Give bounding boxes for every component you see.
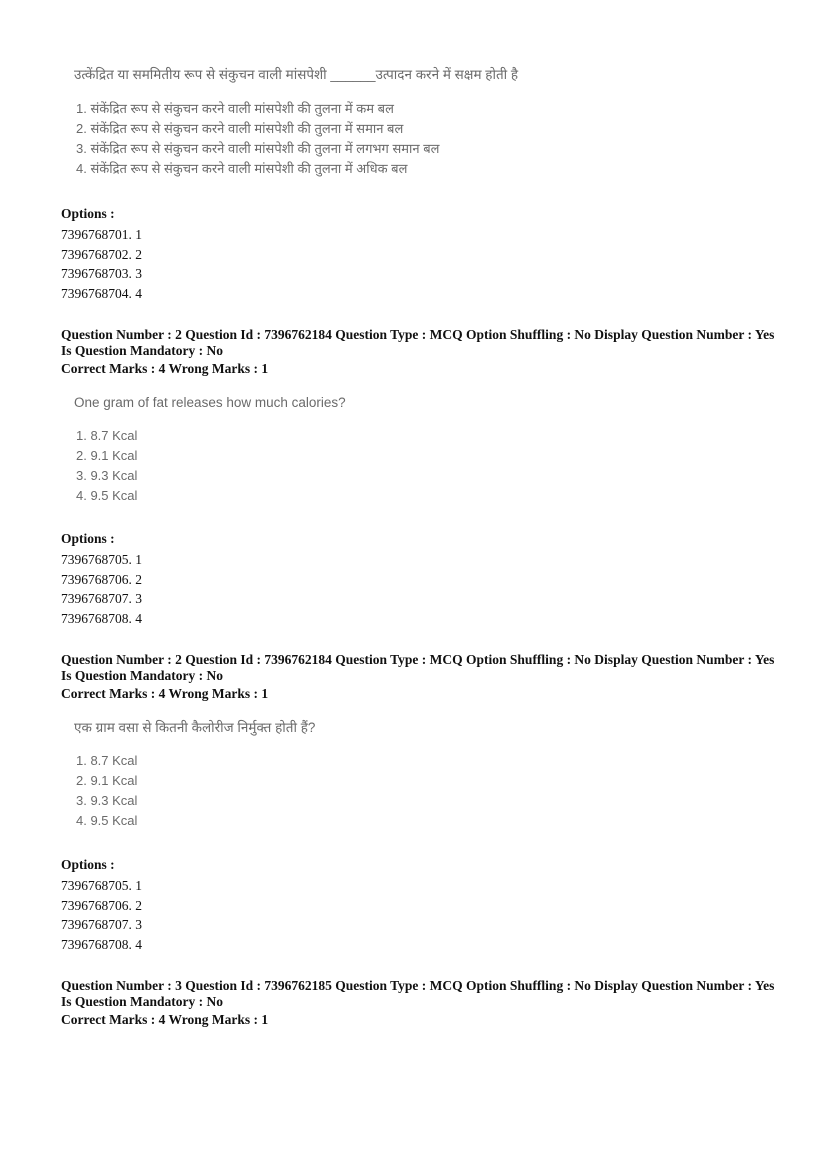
choice-item: 4. संकेंद्रित रूप से संकुचन करने वाली मांसपेशी की तुलना में अधिक बल [76,161,408,176]
question-stem: एक ग्राम वसा से कितनी कैलोरीज निर्मुक्त होती हैं? [74,720,316,735]
mandatory-line: Is Question Mandatory : No [61,994,224,1009]
choice-item: 4. 9.5 Kcal [76,488,138,503]
options-heading: Options : [61,531,115,546]
choice-item: 3. 9.3 Kcal [76,793,138,808]
question-3-meta [61,978,775,1028]
option-row: 7396768704. 4 [61,285,142,301]
options-heading: Options : [61,857,115,872]
options-block-3 [61,856,142,954]
question-info-line: Question Number : 2 Question Id : 7396762184 Question Type : MCQ Option Shuffling : No Display Question Number : Yes [61,327,775,342]
option-row: 7396768701. 1 [61,227,142,242]
choice-item: 2. 9.1 Kcal [76,773,138,788]
question-choices [74,426,346,506]
question-2-hindi-meta [61,652,775,702]
option-row: 7396768705. 1 [61,878,142,893]
question-info-line: Question Number : 2 Question Id : 7396762184 Question Type : MCQ Option Shuffling : No Display Question Number : Yes [61,652,775,667]
choice-item: 1. 8.7 Kcal [76,753,138,768]
question-stem: उत्केंद्रित या सममितीय रूप से संकुचन वाली मांसपेशी ______उत्पादन करने में सक्षम होती है [74,67,519,82]
question-2-meta [61,327,775,377]
option-row: 7396768707. 3 [61,591,142,606]
question-1-image [74,66,518,179]
option-row: 7396768706. 2 [61,897,142,913]
choice-item: 2. संकेंद्रित रूप से संकुचन करने वाली मांसपेशी की तुलना में समान बल [76,121,404,136]
options-block-2 [61,530,142,628]
question-2-hindi-image [74,719,315,831]
options-block-1 [61,205,142,303]
option-row: 7396768702. 2 [61,246,142,262]
option-row: 7396768707. 3 [61,917,142,932]
mandatory-line: Is Question Mandatory : No [61,343,224,358]
options-heading: Options : [61,206,115,221]
marks-line: Correct Marks : 4 Wrong Marks : 1 [61,1012,269,1027]
option-row: 7396768708. 4 [61,936,142,952]
option-row: 7396768708. 4 [61,610,142,626]
mandatory-line: Is Question Mandatory : No [61,668,224,683]
question-choices [74,751,315,831]
option-row: 7396768703. 3 [61,266,142,281]
choice-item: 2. 9.1 Kcal [76,448,138,463]
question-stem: One gram of fat releases how much calories? [74,395,346,410]
choice-item: 3. संकेंद्रित रूप से संकुचन करने वाली मांसपेशी की तुलना में लगभग समान बल [76,141,440,156]
question-choices [74,99,518,179]
choice-item: 1. संकेंद्रित रूप से संकुचन करने वाली मांसपेशी की तुलना में कम बल [76,101,394,116]
marks-line: Correct Marks : 4 Wrong Marks : 1 [61,686,269,701]
question-2-image [74,394,346,506]
marks-line: Correct Marks : 4 Wrong Marks : 1 [61,361,269,376]
option-row: 7396768706. 2 [61,571,142,587]
choice-item: 4. 9.5 Kcal [76,813,138,828]
option-row: 7396768705. 1 [61,552,142,567]
question-info-line: Question Number : 3 Question Id : 7396762185 Question Type : MCQ Option Shuffling : No Display Question Number : Yes [61,978,775,993]
choice-item: 3. 9.3 Kcal [76,468,138,483]
choice-item: 1. 8.7 Kcal [76,428,138,443]
